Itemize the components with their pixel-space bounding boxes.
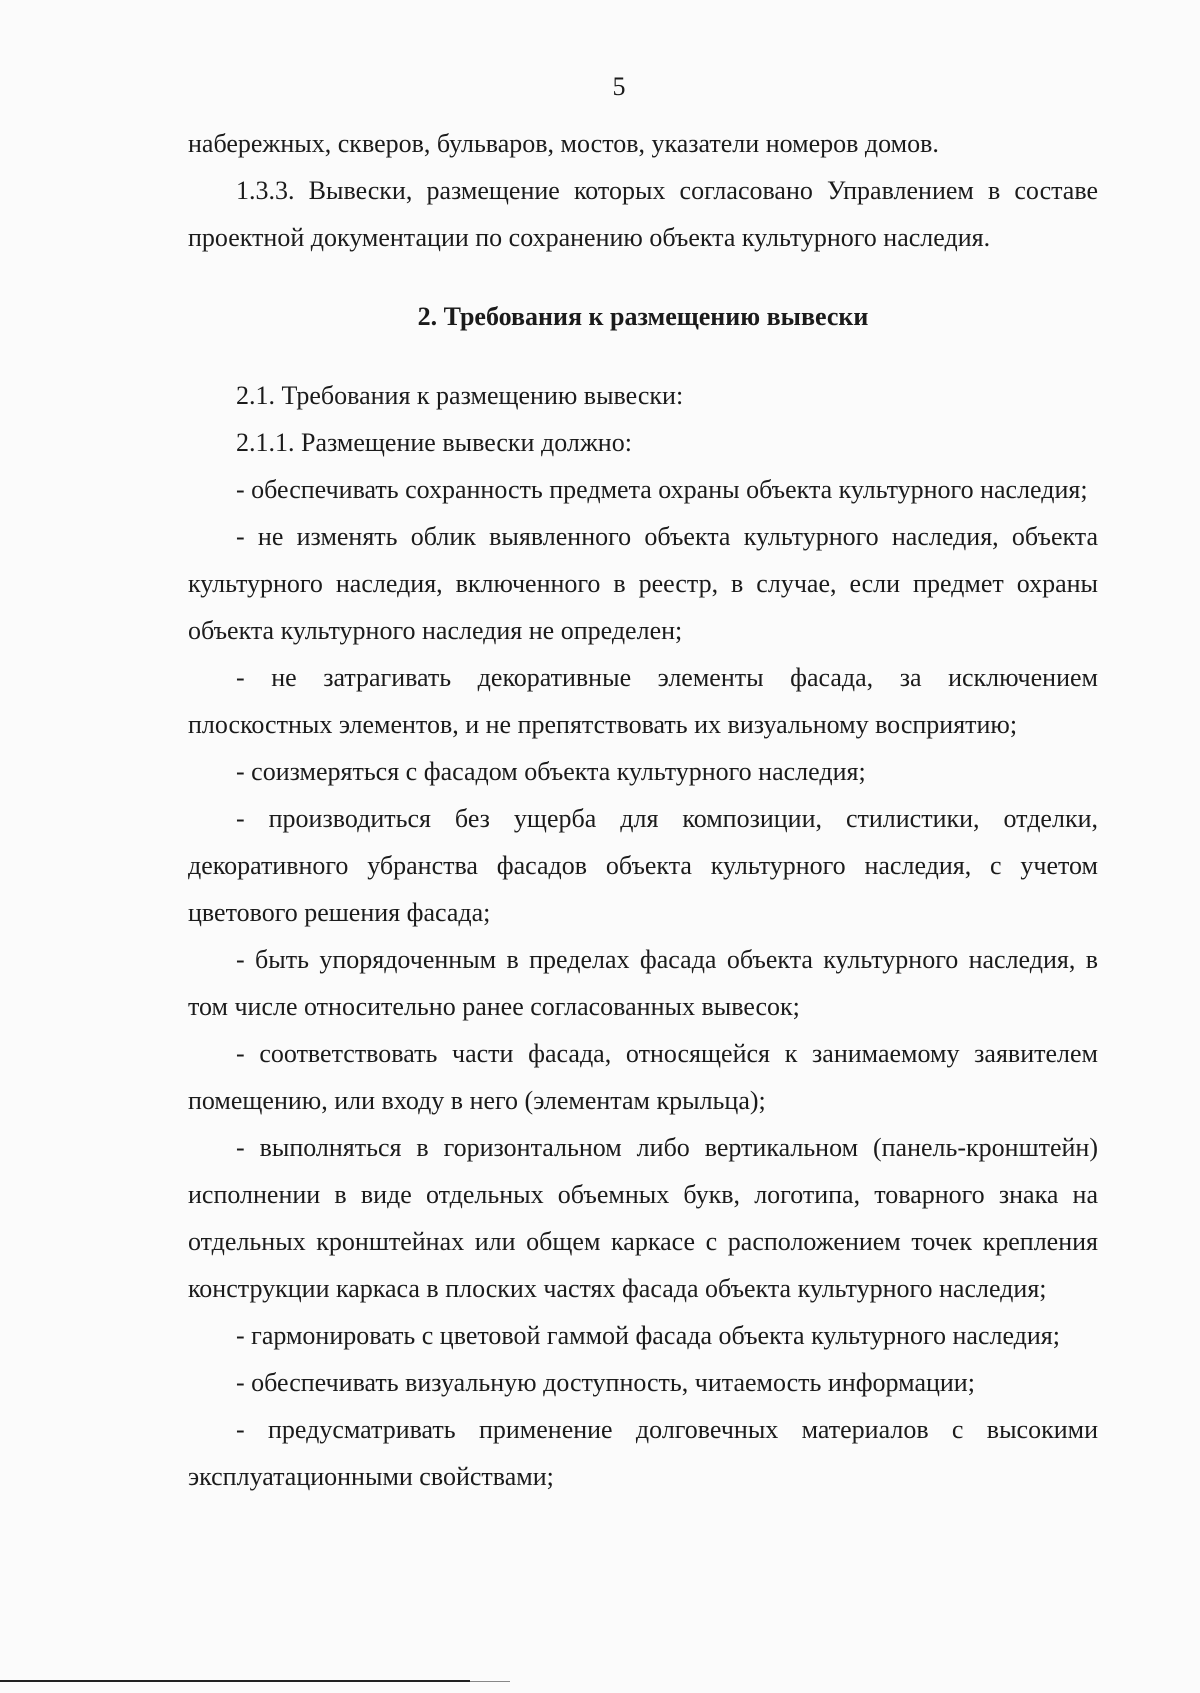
paragraph-2-1: 2.1. Требования к размещению вывески: [236, 381, 684, 410]
document-body [188, 120, 1098, 1500]
list-item: - производиться без ущерба для композиции, стилистики, отделки, декоративного убранства фасадов объекта культурного наследия, с учетом цветового решения фасада; [188, 804, 1098, 927]
paragraph-continuation: набережных, скверов, бульваров, мостов, указатели номеров домов. [188, 129, 939, 158]
list-item: - не изменять облик выявленного объекта культурного наследия, объекта культурного наследия, включенного в реестр, в случае, если предмет охраны объекта культурного наследия не определен; [188, 522, 1098, 645]
list-item: - быть упорядоченным в пределах фасада объекта культурного наследия, в том числе относительно ранее согласованных вывесок; [188, 945, 1098, 1021]
list-item: - соответствовать части фасада, относящейся к занимаемому заявителем помещению, или входу в него (элементам крыльца); [188, 1039, 1098, 1115]
section-heading: 2. Требования к размещению вывески [417, 302, 869, 331]
list-item: - гармонировать с цветовой гаммой фасада объекта культурного наследия; [236, 1321, 1060, 1350]
list-item: - предусматривать применение долговечных материалов с высокими эксплуатационными свойствами; [188, 1415, 1098, 1491]
paragraph-1-3-3: 1.3.3. Вывески, размещение которых согласовано Управлением в составе проектной документации по сохранению объекта культурного наследия. [188, 176, 1098, 252]
paragraph-2-1-1: 2.1.1. Размещение вывески должно: [236, 428, 632, 457]
list-item: - обеспечивать сохранность предмета охраны объекта культурного наследия; [236, 475, 1088, 504]
list-item: - соизмеряться с фасадом объекта культурного наследия; [236, 757, 866, 786]
list-item: - обеспечивать визуальную доступность, читаемость информации; [236, 1368, 975, 1397]
page-number: 5 [612, 72, 626, 101]
list-item: - выполняться в горизонтальном либо вертикальном (панель-кронштейн) исполнении в виде отдельных объемных букв, логотипа, товарного знака на отдельных кронштейнах или общем каркасе с расположением точек крепления конструкции каркаса в плоских частях фасада объекта культурного наследия; [188, 1133, 1098, 1303]
bottom-edge-line-faint [470, 1681, 510, 1682]
bottom-edge-line [0, 1680, 470, 1682]
list-item: - не затрагивать декоративные элементы фасада, за исключением плоскостных элементов, и не препятствовать их визуальному восприятию; [188, 663, 1098, 739]
